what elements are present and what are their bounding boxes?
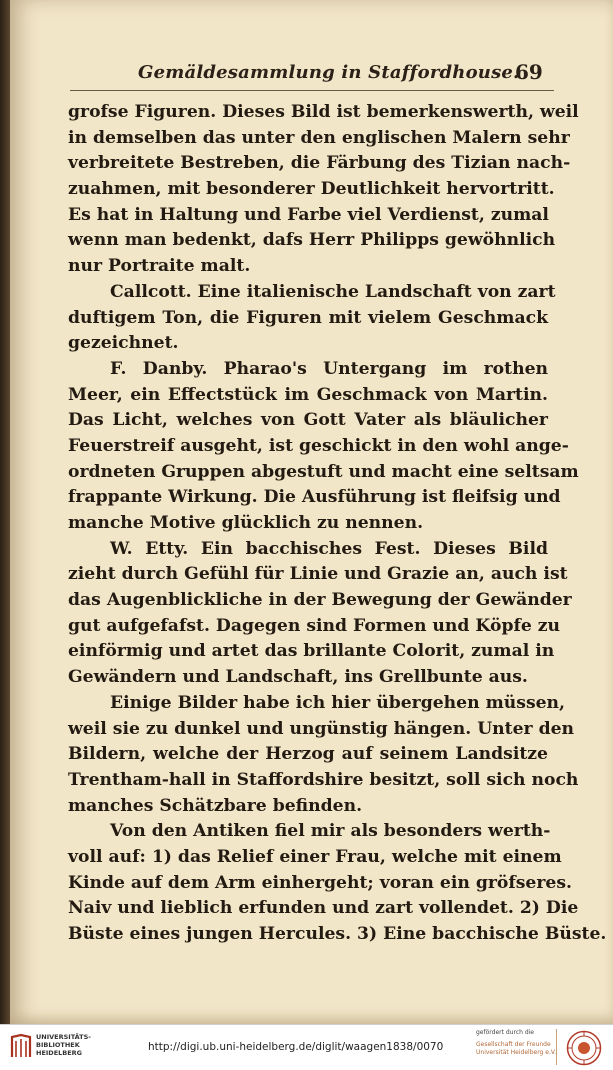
text-line: F. Danby. Pharao's Untergang im rothen (110, 358, 548, 379)
funding-org-line: Universität Heidelberg e.V. (476, 1049, 557, 1056)
text-line: einförmig und artet das brillante Colorit, zumal in (68, 641, 555, 662)
text-line: duftigem Ton, die Figuren mit vielem Geschmack (68, 307, 548, 328)
library-name-line: HEIDELBERG (36, 1049, 83, 1057)
header-rule (70, 90, 554, 91)
library-name-line: UNIVERSITÄTS- (36, 1033, 91, 1041)
body-text (68, 100, 607, 948)
text-line: ordneten Gruppen abgestuft und macht eine seltsam (68, 461, 579, 482)
permalink-url[interactable]: http://digi.ub.uni-heidelberg.de/diglit/waagen1838/0070 (148, 1041, 444, 1053)
digitization-footer (0, 1024, 613, 1070)
text-line: gezeichnet. (68, 333, 179, 354)
page-header (10, 62, 613, 88)
text-line: Von den Antiken fiel mir als besonders werth- (110, 821, 551, 842)
text-line: Trentham-hall in Staffordshire besitzt, soll sich noch (68, 769, 579, 790)
text-line: Meer, ein Effectstück im Geschmack von Martin. (68, 384, 548, 405)
text-line: Callcott. Eine italienische Landschaft von zart (110, 281, 556, 302)
text-line: zieht durch Gefühl für Linie und Grazie an, auch ist (68, 564, 568, 585)
library-name-line: BIBLIOTHEK (36, 1041, 80, 1049)
text-line: Gewändern und Landschaft, ins Grellbunte aus. (68, 667, 528, 688)
page-number: 69 (515, 60, 543, 84)
university-seal-icon (566, 1030, 602, 1066)
text-line: verbreitete Bestreben, die Färbung des Tizian nach- (68, 153, 571, 174)
text-line: nur Portraite malt. (68, 256, 251, 277)
footer-divider (556, 1029, 557, 1065)
book-page (10, 0, 613, 1024)
text-line: W. Etty. Ein bacchisches Fest. Dieses Bild (110, 538, 548, 559)
text-line: Feuerstreif ausgeht, ist geschickt in den wohl ange- (68, 435, 569, 456)
text-line: manches Schätzbare befinden. (68, 795, 363, 816)
text-line: zuahmen, mit besonderer Deutlichkeit hervortritt. (68, 179, 555, 200)
text-line: Naiv und lieblich erfunden und zart vollendet. 2) Die (68, 898, 579, 919)
text-line: grofse Figuren. Dieses Bild ist bemerkenswerth, weil (68, 102, 579, 122)
text-line: Bildern, welche der Herzog auf seinem Landsitze (68, 744, 548, 765)
text-line: das Augenblickliche in der Bewegung der Gewänder (68, 590, 572, 611)
text-line: gut aufgefafst. Dagegen sind Formen und Köpfe zu (68, 615, 561, 636)
text-line: Kinde auf dem Arm einhergeht; voran ein gröfseres. (68, 872, 573, 893)
text-line: Es hat in Haltung und Farbe viel Verdienst, zumal (68, 204, 549, 225)
text-line: Büste eines jungen Hercules. 3) Eine bacchische Büste. (68, 924, 607, 944)
running-title: Gemäldesammlung in Staffordhouse. (138, 62, 520, 83)
text-line: frappante Wirkung. Die Ausführung ist fleifsig und (68, 487, 561, 508)
text-line: wenn man bedenkt, dafs Herr Philipps gewöhnlich (68, 230, 556, 251)
university-library-logo (10, 1033, 32, 1059)
text-line: Einige Bilder habe ich hier übergehen müssen, (110, 692, 566, 713)
library-name (36, 1033, 126, 1057)
funding-label: gefördert durch die (476, 1029, 534, 1036)
text-line: in demselben das unter den englischen Malern sehr (68, 127, 570, 148)
funding-note (476, 1029, 564, 1057)
text-line: weil sie zu dunkel und ungünstig hängen. Unter den (68, 718, 575, 739)
text-line: voll auf: 1) das Relief einer Frau, welche mit einem (68, 846, 562, 867)
text-line: manche Motive glücklich zu nennen. (68, 513, 424, 533)
funding-org-line: Gesellschaft der Freunde (476, 1041, 551, 1048)
scan-edge (0, 0, 10, 1024)
text-line: Das Licht, welches von Gott Vater als bläulicher (68, 410, 548, 431)
